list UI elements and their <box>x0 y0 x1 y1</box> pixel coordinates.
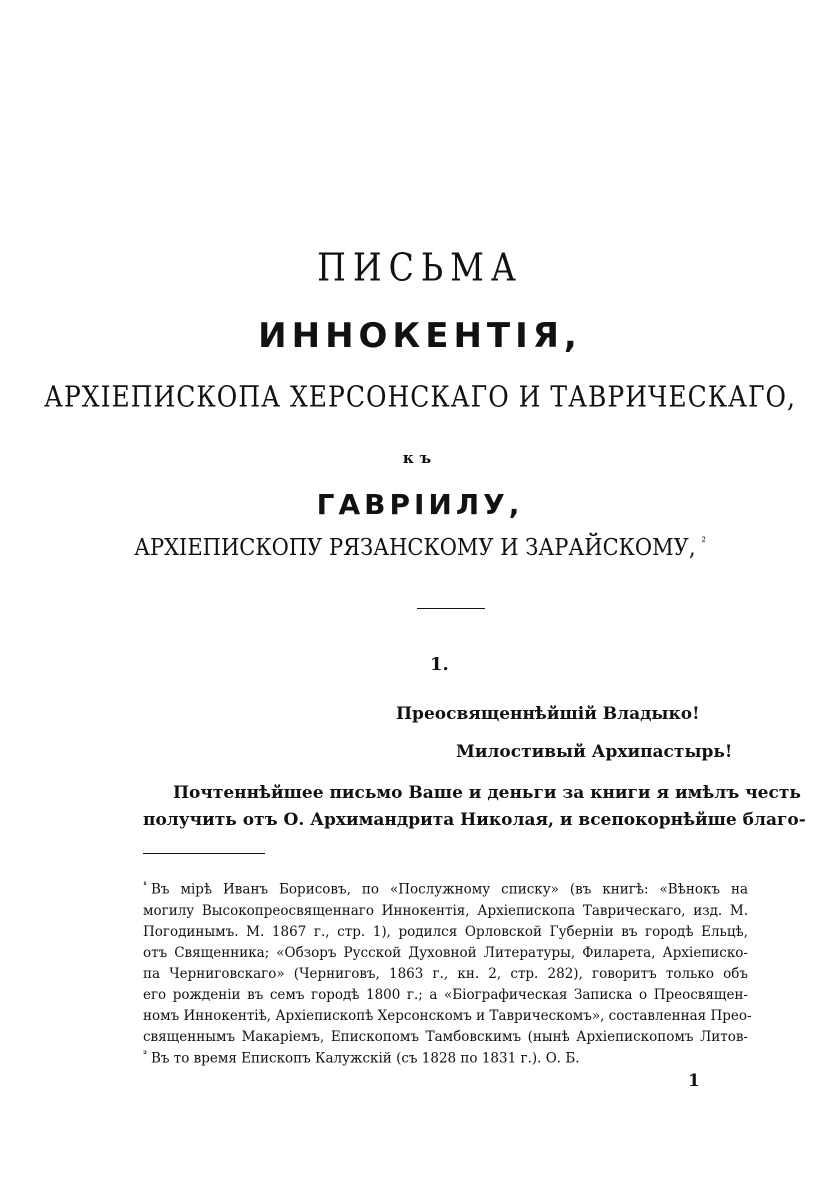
footnote-divider <box>143 853 265 854</box>
footnote-2 <box>143 1045 748 1070</box>
footnote-mark: ¹ <box>143 881 147 891</box>
footnote-line <box>143 1045 748 1070</box>
letter-number: 1. <box>430 654 449 675</box>
letter-body <box>143 780 806 834</box>
title-recipient-rank-text: АРХІЕПИСКОПУ РЯЗАНСКОМУ И ЗАРАЙСКОМУ, <box>134 533 696 561</box>
footnote-line: отъ Священника; «Обзоръ Русской Духовной Литературы, Филарета, Архіеписко- <box>143 944 748 961</box>
page-number: 1 <box>688 1071 700 1091</box>
footnote-line: па Черниговскаго» (Черниговъ, 1863 г., кн. 2, стр. 282), говоритъ только объ <box>143 965 748 982</box>
footnote-line-text: Въ то время Епископъ Калужскій (съ 1828 по 1831 г.). О. Б. <box>150 1050 580 1067</box>
footnote-line: его рожденіи въ семъ городѣ 1800 г.; а «Біографическая Записка о Преосвящен- <box>143 986 748 1003</box>
title-letters: ПИСЬМА <box>317 245 523 290</box>
salutation-line-1: Преосвященнѣйшій Владыко! <box>396 704 700 724</box>
footnote-line <box>143 876 748 901</box>
body-line: Почтеннѣйшее письмо Ваше и деньги за книги я имѣлъ честь <box>173 783 801 803</box>
title-author-rank: АРХІЕПИСКОПА ХЕРСОНСКАГО И ТАВРИЧЕСКАГО, <box>44 379 796 414</box>
footnote-line-text: Въ мірѣ Иванъ Борисовъ, по «Послужному списку» (въ книгѣ: «Вѣнокъ на <box>150 881 748 898</box>
body-line: получить отъ О. Архимандрита Николая, и всепокорнѣйше благо- <box>143 810 806 830</box>
footnote-1 <box>143 876 752 1048</box>
title-preposition: къ <box>402 449 438 467</box>
section-divider <box>417 608 485 609</box>
footnote-line: номъ Иннокентіѣ, Архіепископѣ Херсонскомъ и Таврическомъ», составленная Прео- <box>143 1007 752 1024</box>
footnote-line: священнымъ Макаріемъ, Епископомъ Тамбовскимъ (нынѣ Архіепископомъ Литов- <box>143 1028 748 1045</box>
title-recipient-rank <box>0 534 840 561</box>
footnote-mark: ² <box>143 1050 147 1060</box>
footnote-line: могилу Высокопреосвященнаго Иннокентія, Архіепископа Таврическаго, изд. М. <box>143 902 748 919</box>
title-recipient-name: ГАВРІИЛУ, <box>316 488 524 521</box>
footnote-line: Погодинымъ. М. 1867 г., стр. 1), родился Орловской Губерніи въ городѣ Ельцѣ, <box>143 923 748 940</box>
title-author-name: ИННОКЕНТІЯ, <box>258 316 582 356</box>
footnote-reference-2: ² <box>701 534 706 550</box>
salutation-line-2: Милостивый Архипастырь! <box>456 742 733 762</box>
